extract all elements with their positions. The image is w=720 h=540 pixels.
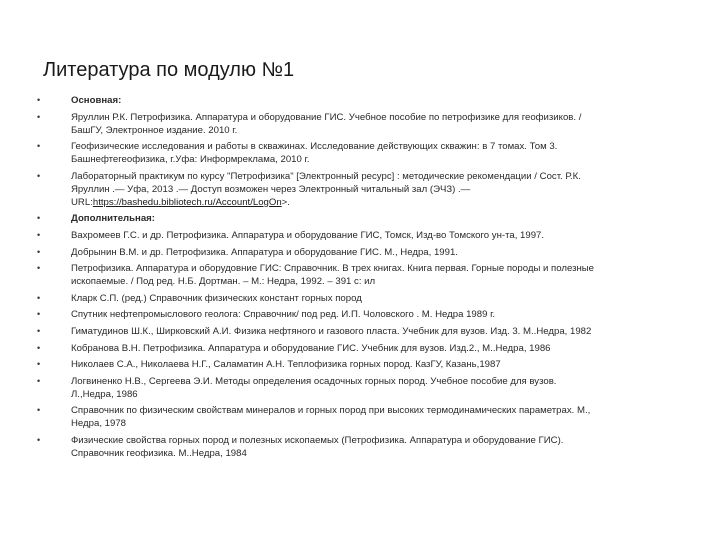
reference-text: Кобранова В.Н. Петрофизика. Аппаратура и оборудование ГИС. Учебник для вузов. Изд.2., М..Недра, 1986 — [71, 342, 551, 354]
library-link[interactable]: https://bashedu.bibliotech.ru/Account/LogOn — [92, 196, 282, 208]
reference-text-suffix: >. — [281, 196, 290, 208]
list-item — [37, 94, 687, 107]
reference-text: Кларк С.П. (ред.) Справочник физических констант горных пород — [71, 292, 362, 304]
reference-text: Справочник по физическим свойствам минералов и горных пород при высоких термодинамических параметрах. М., Недра, 1978 — [71, 405, 591, 430]
list-item — [37, 325, 687, 338]
list-item — [37, 140, 687, 166]
list-item — [37, 170, 687, 209]
reference-text — [71, 170, 687, 209]
literature-list — [37, 94, 687, 464]
list-item — [37, 342, 687, 355]
reference-text: Геофизические исследования и работы в скважинах. Исследование действующих скважин: в 7 томах. Том 3. Башнефтегеофизика, г.Уфа: Информреклама, 2010 г. — [71, 141, 558, 166]
reference-text: Добрынин В.М. и др. Петрофизика. Аппаратура и оборудование ГИС. М., Недра, 1991. — [71, 246, 458, 258]
section-heading-main: Основная: — [71, 95, 122, 106]
bullet-icon: • — [37, 95, 41, 105]
bullet-icon: • — [37, 213, 41, 224]
bullet-icon: • — [37, 309, 41, 320]
reference-text: Яруллин Р.К. Петрофизика. Аппаратура и оборудование ГИС. Учебное пособие по петрофизике для геофизиков. / БашГУ, Электронное издание. 2010 г. — [71, 111, 582, 136]
reference-text: Вахромеев Г.С. и др. Петрофизика. Аппаратура и оборудование ГИС, Томск, Изд-во Томского ун-та, 1997. — [71, 229, 545, 241]
reference-text: Спутник нефтепромыслового геолога: Справочник/ под ред. И.П. Чоловского . М. Недра 1989 г. — [71, 309, 496, 321]
list-item — [37, 229, 687, 242]
section-heading-additional: Дополнительная: — [71, 213, 155, 225]
list-item — [37, 246, 687, 259]
page-title: Литература по модулю №1 — [43, 59, 295, 81]
bullet-icon: • — [37, 434, 41, 445]
bullet-icon: • — [37, 342, 41, 353]
list-item — [37, 358, 687, 371]
list-item — [37, 434, 687, 460]
list-item — [37, 212, 687, 225]
bullet-icon: • — [37, 170, 41, 181]
list-item — [37, 262, 687, 288]
list-item — [37, 111, 687, 137]
reference-text: Гиматудинов Ш.К., Ширковский А.И. Физика нефтяного и газового пласта. Учебник для вузов. Изд. 3. М..Недра, 1982 — [71, 325, 592, 337]
list-item — [37, 308, 687, 321]
list-item — [37, 292, 687, 305]
reference-text: Николаев С.А., Николаева Н.Г., Саламатин А.Н. Теплофизика горных пород. КазГУ, Казань,1987 — [71, 359, 501, 371]
bullet-icon: • — [37, 111, 41, 122]
bullet-icon: • — [37, 246, 41, 257]
bullet-icon: • — [37, 405, 41, 416]
bullet-icon: • — [37, 359, 41, 370]
bullet-icon: • — [37, 375, 41, 386]
reference-text-main: Лабораторный практикум по курсу "Петрофизика" [Электронный ресурс] : методические рекомендации / Сост. Р.К. Яруллин .— Уфа, 2013 .— Доступ возможен через Электронный читальный зал (ЭЧЗ) .— URL: — [71, 170, 581, 208]
bullet-icon: • — [37, 325, 41, 336]
bullet-icon: • — [37, 229, 41, 240]
bullet-icon: • — [37, 263, 41, 274]
reference-text: Физические свойства горных пород и полезных ископаемых (Петрофизика. Аппаратура и оборудование ГИС). Справочник геофизика. М..Недра, 1984 — [71, 434, 564, 459]
reference-text: Логвиненко Н.В., Сергеева Э.И. Методы определения осадочных горных пород. Учебное пособие для вузов. Л.,Недра, 1986 — [71, 375, 557, 400]
list-item — [37, 375, 687, 401]
list-item — [37, 404, 687, 430]
bullet-icon: • — [37, 292, 41, 303]
reference-text: Петрофизика. Аппаратура и оборудовние ГИС: Справочник. В трех книгах. Книга первая. Горные породы и полезные ископаемые. / Под ред. Н.Б. Дортман. – М.: Недра, 1992. – 391 с: ил — [71, 263, 595, 288]
bullet-icon: • — [37, 141, 41, 152]
